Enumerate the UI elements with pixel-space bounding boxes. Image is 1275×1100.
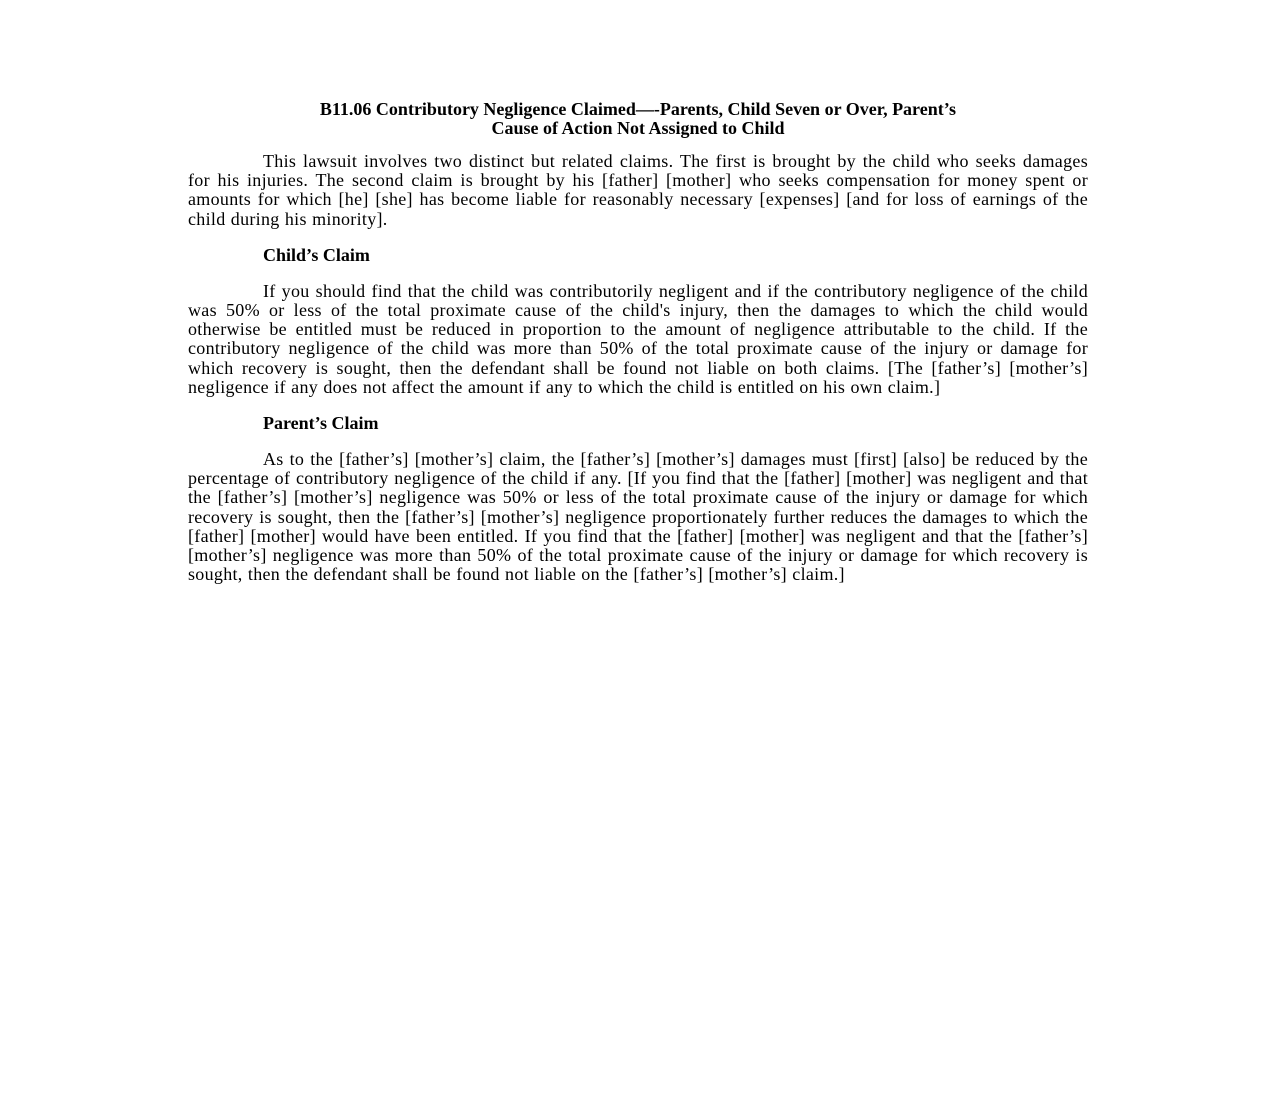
- parents-claim-heading: Parent’s Claim: [263, 413, 379, 434]
- page-title-line-1: B11.06 Contributory Negligence Claimed—-Parents, Child Seven or Over, Parent’s: [319, 99, 957, 119]
- intro-paragraph: This lawsuit involves two distinct but related claims. The first is brought by the child who seeks damages for his injuries. The second claim is brought by his [father] [mother] who seeks compensation for money spent or amounts for which [he] [she] has become liable for reasonably necessary [expenses] [and for loss of earnings of the child during his minority].: [188, 151, 1088, 229]
- childs-claim-paragraph: If you should find that the child was contributorily negligent and if the contributory negligence of the child was 50% or less of the total proximate cause of the child's injury, then the damages to which the child would otherwise be entitled must be reduced in proportion to the amount of negligence attributable to the child. If the contributory negligence of the child was more than 50% of the total proximate cause of the injury or damage for which recovery is sought, then the defendant shall be found not liable on both claims. [The [father’s] [mother’s] negligence if any does not affect the amount if any to which the child is entitled on his own claim.]: [188, 280, 1088, 397]
- page-title-line-2: Cause of Action Not Assigned to Child: [491, 118, 785, 138]
- childs-claim-heading: Child’s Claim: [263, 244, 370, 265]
- parents-claim-paragraph: As to the [father’s] [mother’s] claim, the [father’s] [mother’s] damages must [first] [also] be reduced by the percentage of contributory negligence of the child if any. [If you find that the [father] [mother] was negligent and that the [father’s] [mother’s] negligence was 50% or less of the total proximate cause of the injury or damage for which recovery is sought, then the [father’s] [mother’s] negligence proportionately further reduces the damages to which the [father] [mother] would have been entitled. If you find that the [father] [mother] was negligent and that the [father’s] [mother’s] negligence was more than 50% of the total proximate cause of the injury or damage for which recovery is sought, then the defendant shall be found not liable on the [father’s] [mother’s] claim.]: [188, 449, 1088, 585]
- page-title: [188, 100, 1088, 138]
- document-page: [188, 100, 1088, 601]
